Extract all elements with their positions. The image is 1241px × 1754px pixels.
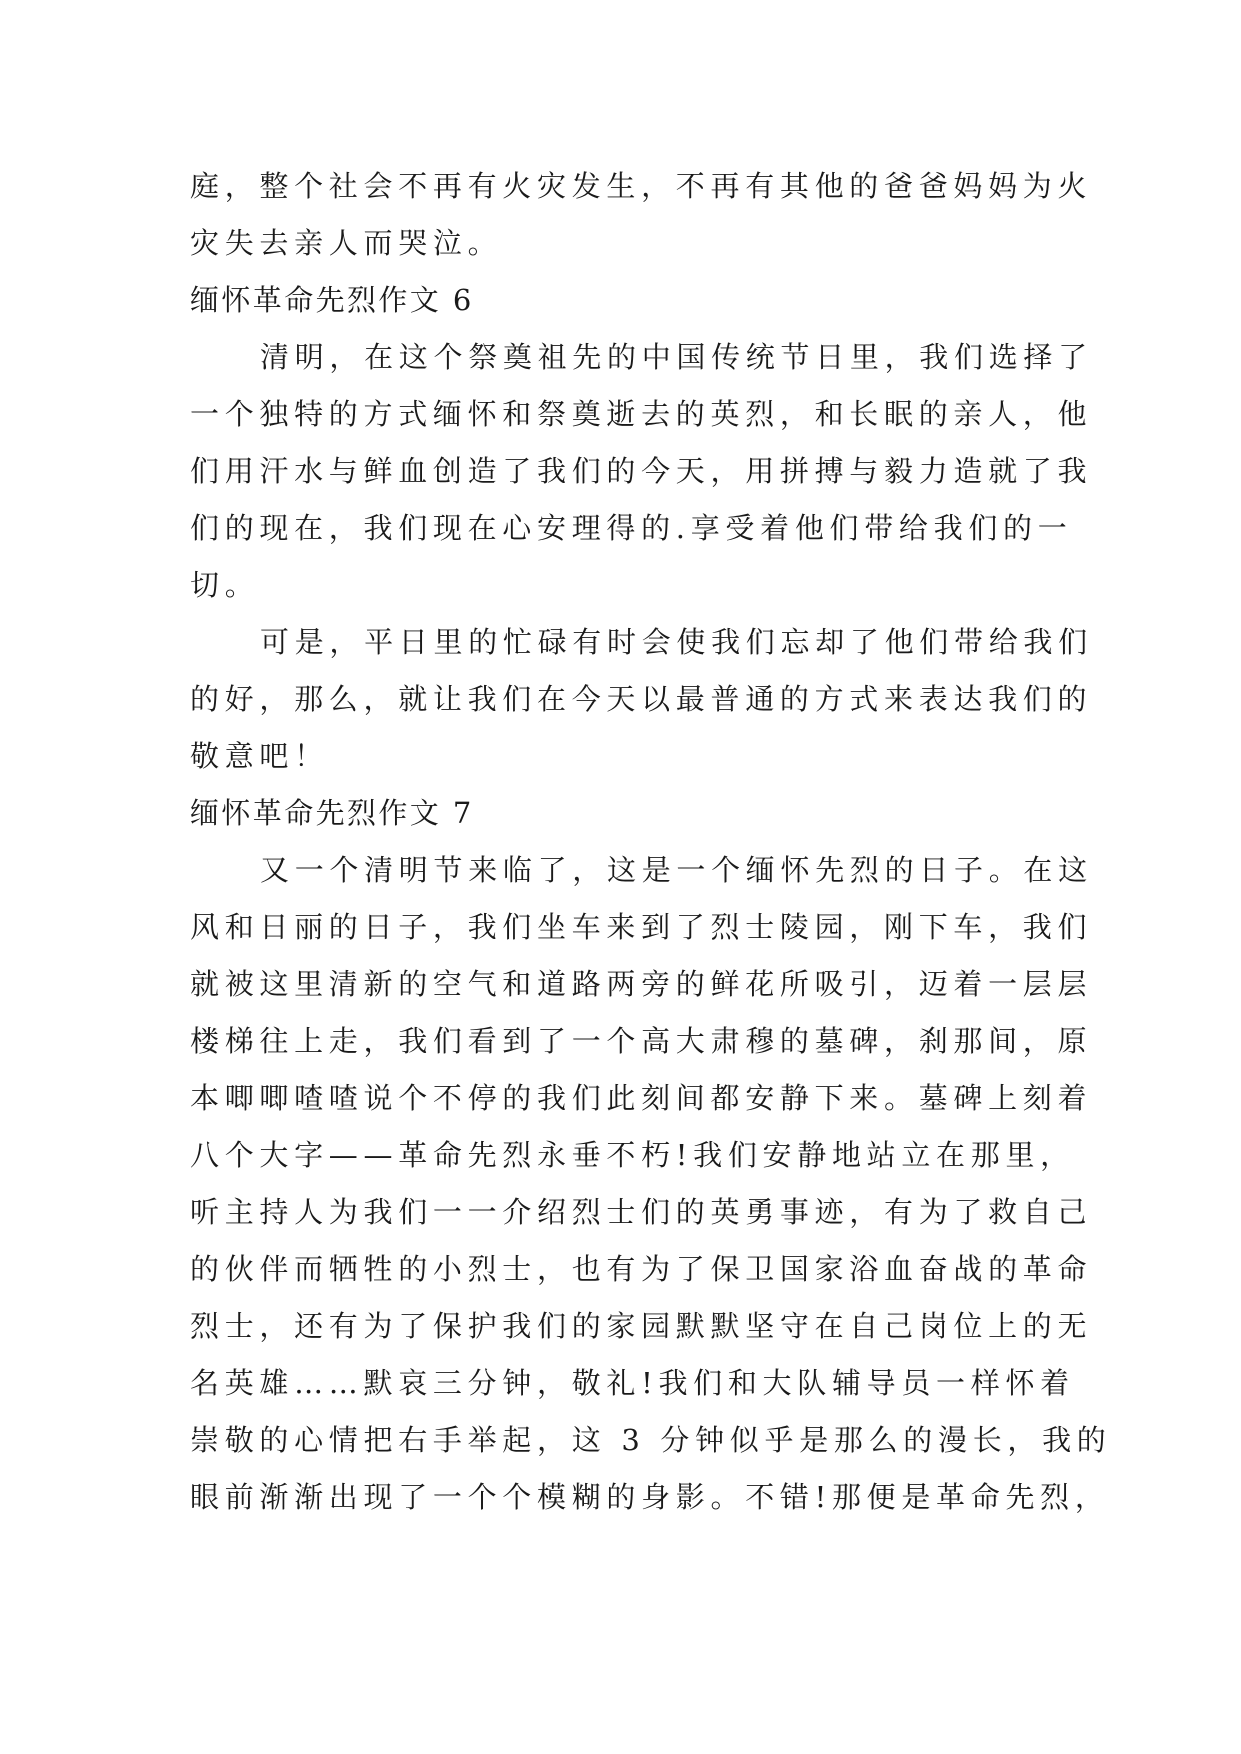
- text-line: 风和日丽的日子，我们坐车来到了烈士陵园，刚下车，我们: [190, 910, 1093, 944]
- text-line: 又一个清明节来临了，这是一个缅怀先烈的日子。在这: [260, 853, 1093, 887]
- section-title: 缅怀革命先烈作文 7: [190, 796, 474, 830]
- text-line: 一个独特的方式缅怀和祭奠逝去的英烈，和长眠的亲人，他: [190, 397, 1093, 431]
- section-heading-6: [190, 272, 1060, 329]
- text-line: 烈士，还有为了保护我们的家园默默坚守在自己岗位上的无: [190, 1309, 1093, 1343]
- text-line: 眼前渐渐出现了一个个模糊的身影。不错!那便是革命先烈，: [190, 1480, 1110, 1514]
- text-line: 们用汗水与鲜血创造了我们的今天，用拼搏与毅力造就了我: [190, 454, 1093, 488]
- text-line: 庭，整个社会不再有火灾发生，不再有其他的爸爸妈妈为火: [190, 169, 1093, 203]
- section6-paragraph-1: [190, 329, 1093, 614]
- text-line: 可是，平日里的忙碌有时会使我们忘却了他们带给我们: [260, 625, 1093, 659]
- text-line: 敬意吧！: [190, 739, 329, 773]
- text-line: 楼梯往上走，我们看到了一个高大肃穆的墓碑，刹那间，原: [190, 1024, 1093, 1058]
- text-line: 八个大字——革命先烈永垂不朽!我们安静地站立在那里，: [190, 1138, 1075, 1172]
- text-line: 的伙伴而牺牲的小烈士，也有为了保卫国家浴血奋战的革命: [190, 1252, 1093, 1286]
- text-line: 就被这里清新的空气和道路两旁的鲜花所吸引，迈着一层层: [190, 967, 1093, 1001]
- text-line: 名英雄……默哀三分钟，敬礼!我们和大队辅导员一样怀着: [190, 1366, 1075, 1400]
- text-line: 切。: [190, 568, 260, 602]
- text-line: 本唧唧喳喳说个不停的我们此刻间都安静下来。墓碑上刻着: [190, 1081, 1093, 1115]
- section6-paragraph-2: [190, 614, 1093, 785]
- intro-paragraph: [190, 158, 1093, 272]
- document-page: [190, 158, 1112, 1526]
- text-line: 崇敬的心情把右手举起，这 3 分钟似乎是那么的漫长，我的: [190, 1423, 1112, 1457]
- text-line: 灾失去亲人而哭泣。: [190, 226, 503, 260]
- section-heading-7: [190, 785, 1060, 842]
- text-line: 清明，在这个祭奠祖先的中国传统节日里，我们选择了: [260, 340, 1093, 374]
- section-title: 缅怀革命先烈作文 6: [190, 283, 474, 317]
- text-line: 听主持人为我们一一介绍烈士们的英勇事迹，有为了救自己: [190, 1195, 1093, 1229]
- text-line: 们的现在，我们现在心安理得的.享受着他们带给我们的一: [190, 511, 1073, 545]
- text-line: 的好，那么，就让我们在今天以最普通的方式来表达我们的: [190, 682, 1093, 716]
- section7-paragraph-1: [190, 842, 1112, 1526]
